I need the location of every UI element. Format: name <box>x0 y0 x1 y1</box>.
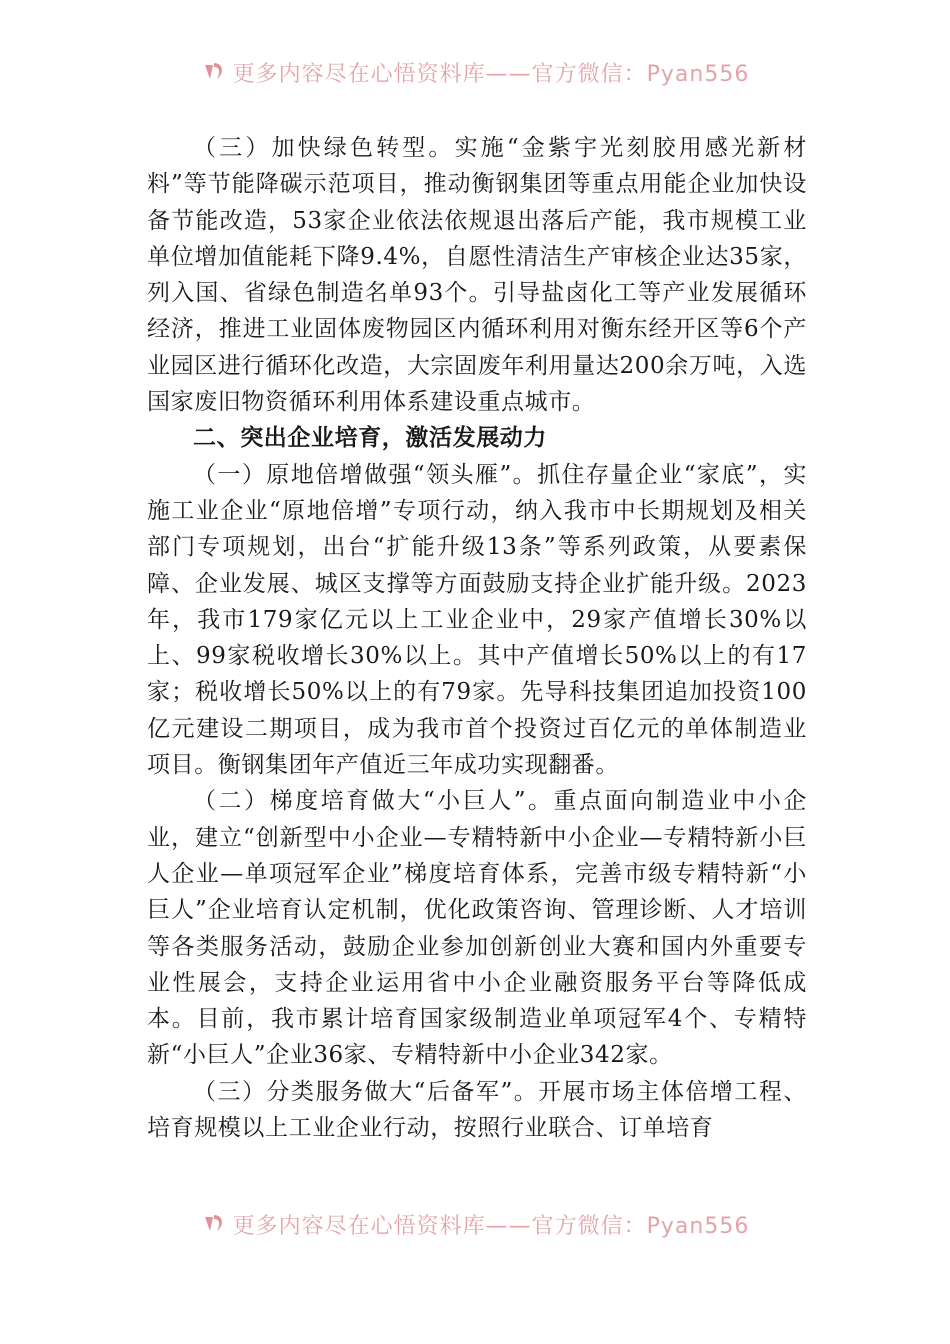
watermark-header <box>0 54 950 90</box>
paragraph-little-giants: （二）梯度培育做大“小巨人”。重点面向制造业中小企业，建立“创新型中小企业—专精特新中小企业—专精特新小巨人企业—单项冠军企业”梯度培育体系，完善市级专精特新“小巨人”企业培育认定机制，优化政策咨询、管理诊断、人才培训等各类服务活动，鼓励企业参加创新创业大赛和国内外重要专业性展会，支持企业运用省中小企业融资服务平台等降低成本。目前，我市累计培育国家级制造业单项冠军4个、专精特新“小巨人”企业36家、专精特新中小企业342家。 <box>147 788 807 1069</box>
watermark-text: 更多内容尽在心悟资料库——官方微信：Pyan556 <box>232 1213 750 1239</box>
watermark-logo-icon <box>201 59 227 85</box>
paragraph-green-transformation: （三）加快绿色转型。实施“金紫宇光刻胶用感光新材料”等节能降碳示范项目，推动衡钢集团等重点用能企业加快设备节能改造，53家企业依法依规退出落后产能，我市规模工业单位增加值能耗下降9.4%，自愿性清洁生产审核企业达35家，列入国、省绿色制造名单93个。引导盐卤化工等产业发展循环经济，推进工业固体废物园区内循环利用对衡东经开区等6个产业园区进行循环化改造，大宗固废年利用量达200余万吨，入选国家废旧物资循环利用体系建设重点城市。 <box>147 135 807 416</box>
watermark-text: 更多内容尽在心悟资料库——官方微信：Pyan556 <box>232 61 750 87</box>
section-heading-enterprise-cultivation: 二、突出企业培育，激活发展动力 <box>193 425 547 452</box>
watermark-logo-icon <box>201 1211 227 1237</box>
document-body <box>147 130 807 1146</box>
watermark-footer <box>0 1206 950 1242</box>
paragraph-leading-geese: （一）原地倍增做强“领头雁”。抓住存量企业“家底”，实施工业企业“原地倍增”专项行动，纳入我市中长期规划及相关部门专项规划，出台“扩能升级13条”等系列政策，从要素保障、企业发展、城区支撑等方面鼓励支持企业扩能升级。2023年，我市179家亿元以上工业企业中，29家产值增长30%以上、99家税收增长30%以上。其中产值增长50%以上的有17家；税收增长50%以上的有79家。先导科技集团追加投资100亿元建设二期项目，成为我市首个投资过百亿元的单体制造业项目。衡钢集团年产值近三年成功实现翻番。 <box>147 461 807 779</box>
paragraph-reserve-army: （三）分类服务做大“后备军”。开展市场主体倍增工程、培育规模以上工业企业行动，按照行业联合、订单培育 <box>147 1078 807 1142</box>
